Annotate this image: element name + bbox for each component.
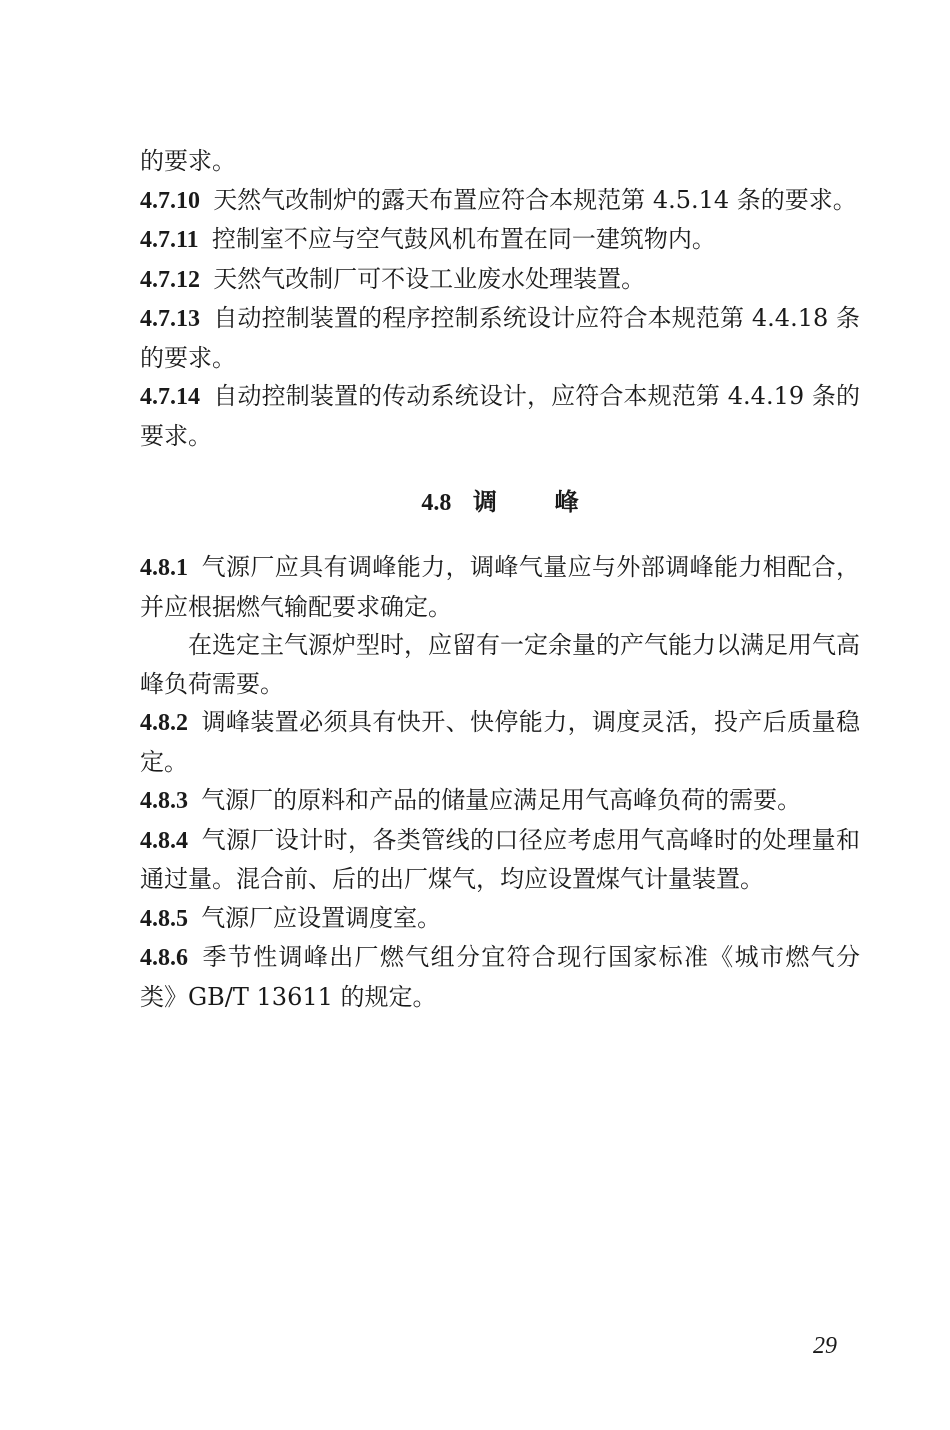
page-number: 29 — [813, 1333, 837, 1359]
clause-text: 在选定主气源炉型时，应留有一定余量的产气能力以满足用气高峰负荷需要。 — [140, 631, 860, 698]
clause-4-8-4 — [140, 821, 860, 899]
clause-4-8-6 — [140, 938, 860, 1016]
clause-number: 4.7.11 — [140, 227, 199, 253]
clause-text: 自动控制装置的程序控制系统设计应符合本规范第 4.4.18 条的要求。 — [140, 304, 860, 372]
clause-number: 4.7.12 — [140, 266, 200, 293]
clause-number: 4.7.10 — [140, 187, 200, 214]
clause-4-7-11 — [140, 220, 860, 260]
clause-text: 控制室不应与空气鼓风机布置在同一建筑物内。 — [211, 225, 716, 253]
clause-text: 气源厂设计时，各类管线的口径应考虑用气高峰时的处理量和通过量。混合前、后的出厂煤气，均应设置煤气计量装置。 — [140, 825, 860, 893]
clause-text: 气源厂应设置调度室。 — [201, 903, 442, 932]
clause-4-8-3 — [140, 781, 860, 821]
clause-4-7-12 — [140, 260, 860, 300]
clause-number: 4.8.4 — [140, 827, 188, 854]
clause-text: 气源厂应具有调峰能力，调峰气量应与外部调峰能力相配合，并应根据燃气输配要求确定。 — [140, 553, 860, 621]
clause-text: 天然气改制厂可不设工业废水处理装置。 — [213, 264, 646, 293]
clause-number: 4.7.14 — [140, 384, 200, 410]
clause-number: 4.8.6 — [140, 945, 188, 971]
clause-number: 4.8.2 — [140, 710, 188, 736]
clause-number: 4.8.1 — [140, 555, 188, 581]
clause-4-7-13 — [140, 299, 860, 377]
section-number: 4.8 — [421, 490, 452, 516]
clause-number: 4.8.5 — [140, 905, 188, 932]
paragraph-continuation — [140, 626, 860, 703]
clause-text: 天然气改制炉的露天布置应符合本规范第 4.5.14 条的要求。 — [213, 185, 857, 214]
clauses-4-7 — [140, 142, 860, 455]
clause-text: 调峰装置必须具有快开、快停能力，调度灵活，投产后质量稳定。 — [140, 708, 860, 776]
clause-text: 的要求。 — [140, 147, 236, 175]
clause-4-8-1 — [140, 548, 860, 626]
clause-4-7-14 — [140, 377, 860, 455]
paragraph-continuation — [140, 142, 860, 181]
section-title: 调峰 — [472, 487, 637, 516]
clause-4-7-10 — [140, 181, 860, 221]
clause-4-8-5 — [140, 899, 860, 939]
clauses-4-8 — [140, 548, 860, 1016]
clause-4-8-2 — [140, 703, 860, 781]
section-heading — [140, 483, 860, 522]
clause-text: 自动控制装置的传动系统设计，应符合本规范第 4.4.19 条的要求。 — [140, 382, 860, 450]
clause-number: 4.7.13 — [140, 306, 200, 332]
page-content — [140, 142, 860, 1016]
clause-number: 4.8.3 — [140, 788, 188, 814]
clause-text: 季节性调峰出厂燃气组分宜符合现行国家标准《城市燃气分类》GB/T 13611 的规定。 — [140, 943, 860, 1011]
clause-text: 气源厂的原料和产品的储量应满足用气高峰负荷的需要。 — [201, 786, 802, 814]
